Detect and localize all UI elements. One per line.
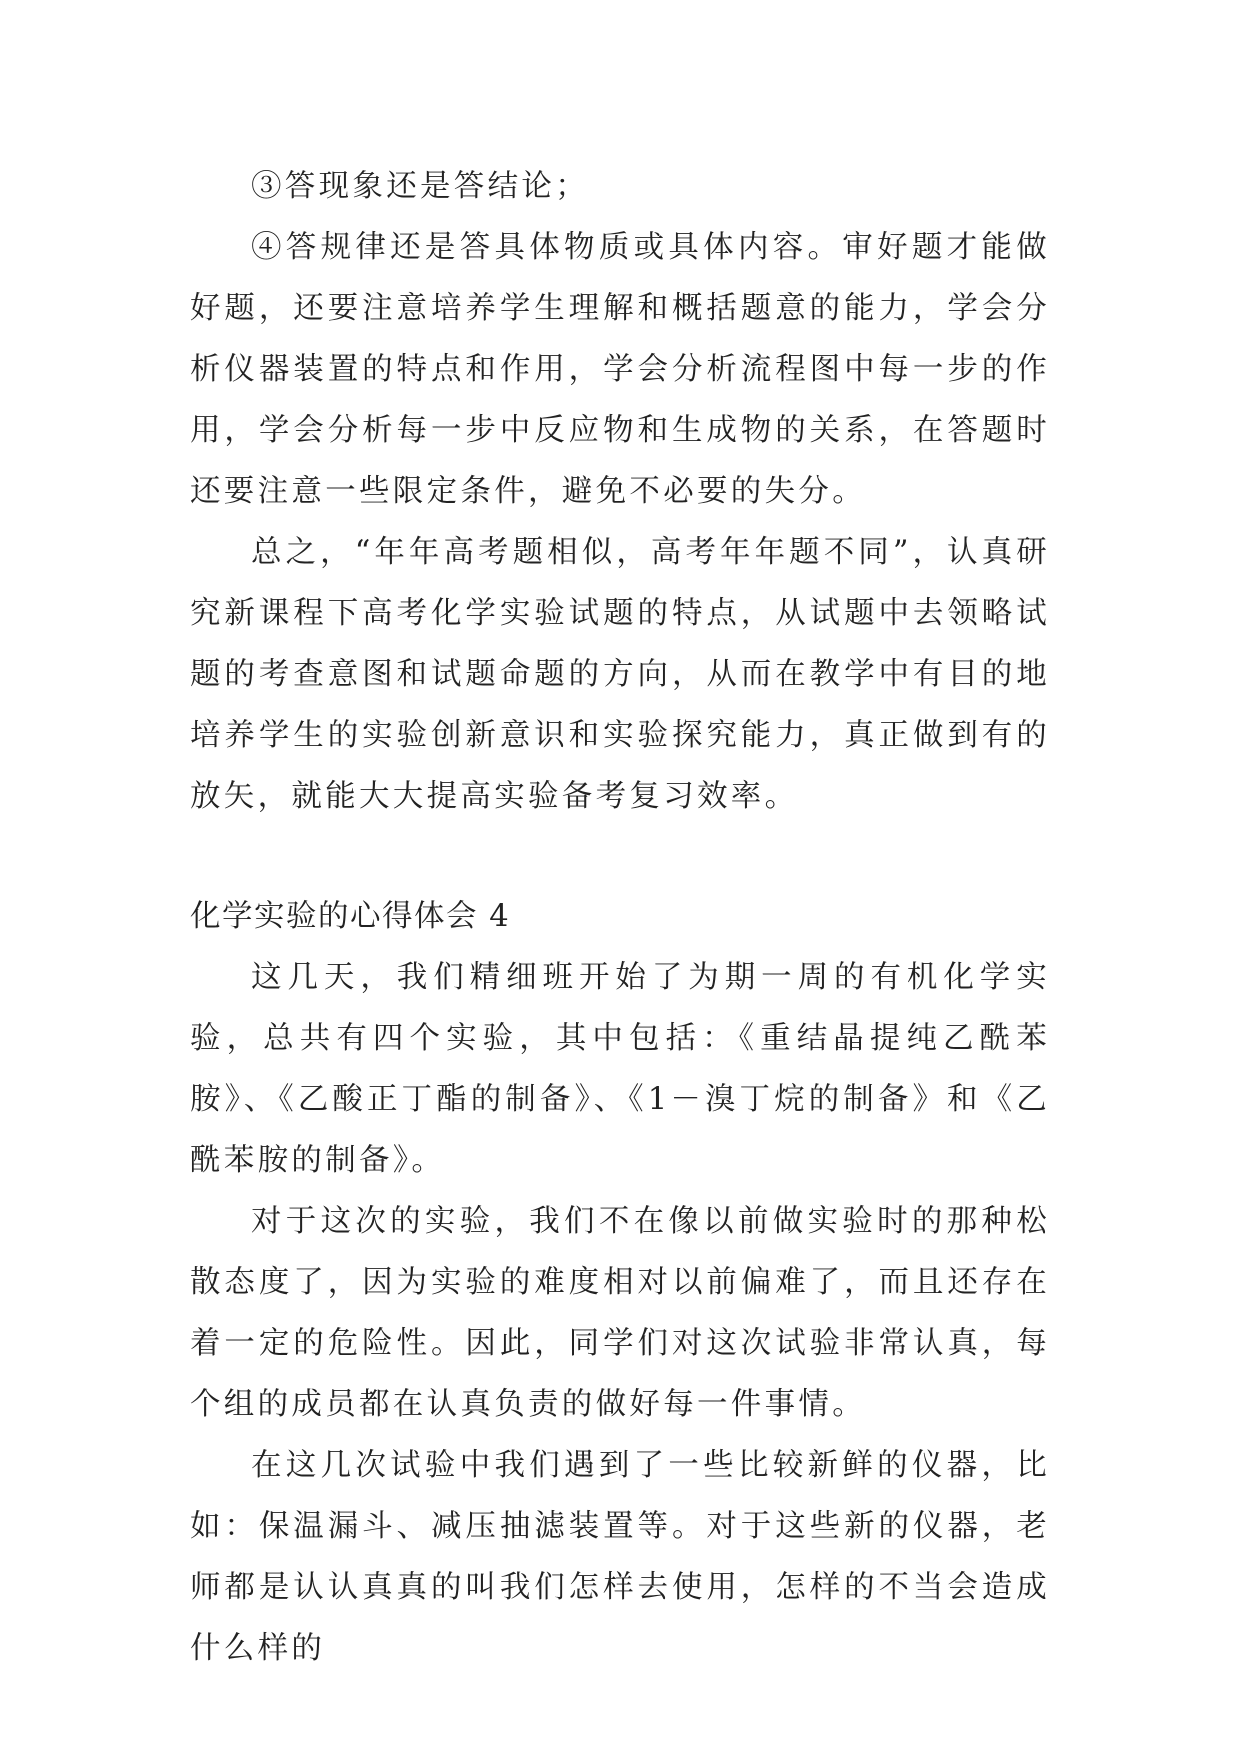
section-a <box>190 156 1050 827</box>
section-heading: 化学实验的心得体会 4 <box>190 899 511 934</box>
paragraph-experiments-intro: 这几天，我们精细班开始了为期一周的有机化学实验，总共有四个实验，其中包括：《重结晶提纯乙酰苯胺》、《乙酸正丁酯的制备》、《1－溴丁烷的制备》和《乙酰苯胺的制备》。 <box>190 960 1050 1178</box>
section-b <box>190 886 1050 1679</box>
paragraph-new-instruments: 在这几次试验中我们遇到了一些比较新鲜的仪器，比如：保温漏斗、减压抽滤装置等。对于这些新的仪器，老师都是认认真真的叫我们怎样去使用，怎样的不当会造成什么样的 <box>190 1448 1050 1666</box>
paragraph-answer-phenomenon: ③答现象还是答结论； <box>251 169 589 204</box>
paragraph-attitude: 对于这次的实验，我们不在像以前做实验时的那种松散态度了，因为实验的难度相对以前偏难了，而且还存在着一定的危险性。因此，同学们对这次试验非常认真，每个组的成员都在认真负责的做好每一件事情。 <box>190 1204 1050 1422</box>
paragraph-conclusion: 总之，“年年高考题相似，高考年年题不同”，认真研究新课程下高考化学实验试题的特点，从试题中去领略试题的考查意图和试题命题的方向，从而在教学中有目的地培养学生的实验创新意识和实验探究能力，真正做到有的放矢，就能大大提高实验备考复习效率。 <box>190 535 1050 814</box>
paragraph-answer-rules: ④答规律还是答具体物质或具体内容。审好题才能做好题，还要注意培养学生理解和概括题意的能力，学会分析仪器装置的特点和作用，学会分析流程图中每一步的作用，学会分析每一步中反应物和生成物的关系，在答题时还要注意一些限定条件，避免不必要的失分。 <box>190 230 1050 509</box>
